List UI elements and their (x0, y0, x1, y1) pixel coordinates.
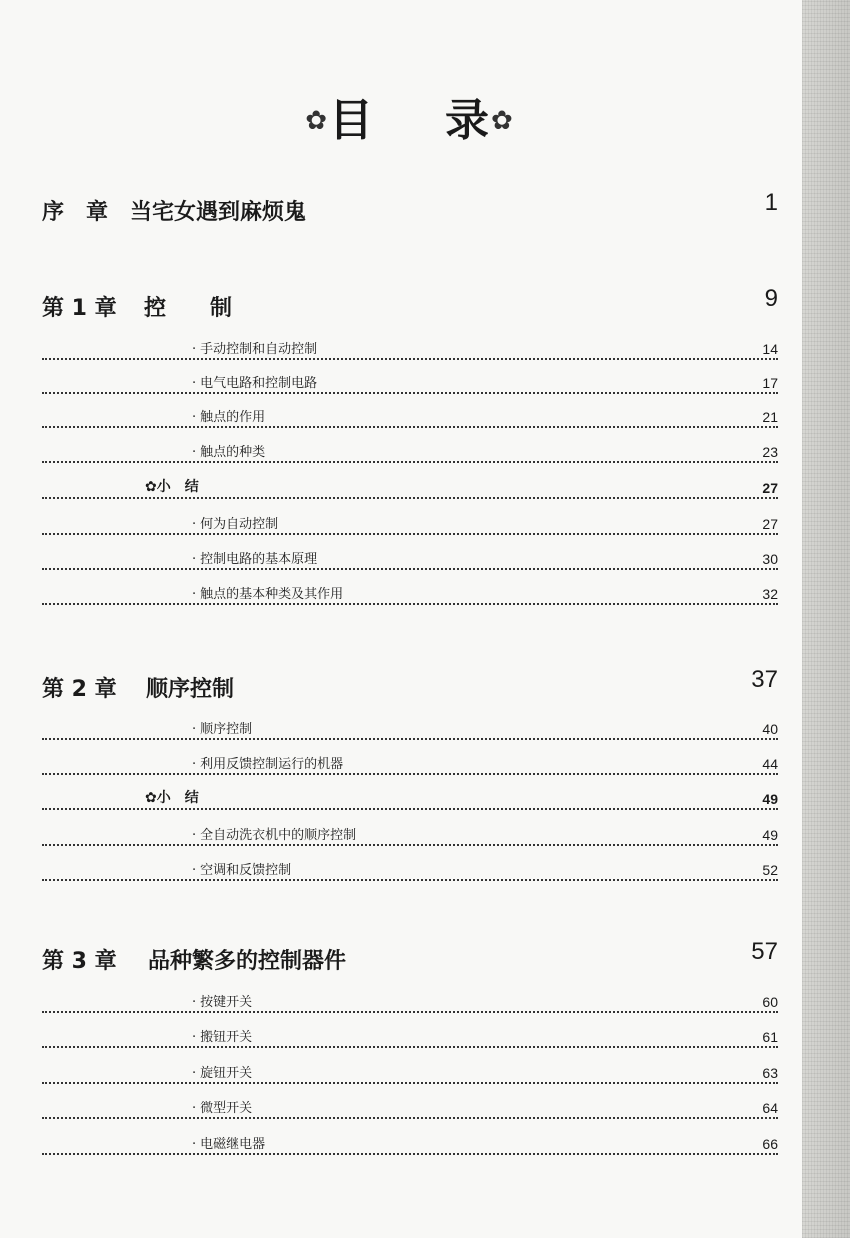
entry-page: 30 (762, 551, 778, 567)
toc-entry[interactable] (42, 818, 778, 846)
entry-page: 49 (762, 791, 778, 807)
title-char-2: 录 (445, 95, 491, 146)
entry-page: 44 (762, 756, 778, 772)
toc-entry[interactable] (42, 712, 778, 740)
chapter-heading-3[interactable] (42, 938, 778, 978)
flower-icon: ✿ (145, 479, 157, 495)
chapter-title: 品种繁多的控制器件 (148, 949, 347, 974)
toc-entry[interactable] (42, 332, 778, 360)
chapter-title: 当宅女遇到麻烦鬼 (130, 200, 307, 225)
entry-page: 64 (762, 1100, 778, 1116)
flower-icon: ✿ (491, 106, 515, 136)
entry-label: · 搬钮开关 (192, 1030, 253, 1045)
toc-title (0, 96, 820, 146)
entry-label: · 利用反馈控制运行的机器 (192, 757, 344, 772)
entry-label: · 按键开关 (192, 995, 253, 1010)
entry-page: 66 (762, 1136, 778, 1152)
entry-page: 63 (762, 1065, 778, 1081)
entry-page: 32 (762, 586, 778, 602)
entry-page: 23 (762, 444, 778, 460)
chapter-heading-1[interactable] (42, 285, 778, 325)
toc-entry[interactable] (42, 577, 778, 605)
entry-label: · 控制电路的基本原理 (192, 552, 318, 567)
flower-icon: ✿ (305, 106, 329, 136)
toc-entry[interactable] (42, 853, 778, 881)
chapter-page: 9 (764, 285, 778, 312)
toc-entry[interactable] (42, 1091, 778, 1119)
entry-page: 49 (762, 827, 778, 843)
entry-page: 21 (762, 409, 778, 425)
chapter-label: 第 2 章 (42, 677, 117, 702)
entry-label: ✿小 结 (145, 790, 199, 806)
chapter-label: 第 1 章 (42, 296, 117, 321)
chapter-page: 57 (751, 938, 778, 965)
entry-label: · 何为自动控制 (192, 517, 279, 532)
toc-entry-summary[interactable] (42, 782, 778, 810)
entry-label: · 手动控制和自动控制 (192, 342, 318, 357)
toc-entry[interactable] (42, 507, 778, 535)
chapter-title: 顺序控制 (146, 677, 235, 702)
chapter-page: 37 (751, 666, 778, 693)
toc-entry[interactable] (42, 542, 778, 570)
entry-page: 17 (762, 375, 778, 391)
entry-label: · 电磁继电器 (192, 1137, 266, 1152)
chapter-label: 序 章 (42, 200, 109, 225)
toc-entry[interactable] (42, 1127, 778, 1155)
flower-icon: ✿ (145, 790, 157, 806)
entry-label: · 微型开关 (192, 1101, 253, 1116)
entry-page: 27 (762, 480, 778, 496)
chapter-heading-2[interactable] (42, 666, 778, 706)
toc-entry[interactable] (42, 366, 778, 394)
entry-page: 14 (762, 341, 778, 357)
toc-entry[interactable] (42, 985, 778, 1013)
entry-label: · 旋钮开关 (192, 1066, 253, 1081)
toc-entry[interactable] (42, 435, 778, 463)
chapter-page: 1 (764, 189, 778, 216)
entry-label: · 触点的作用 (192, 410, 266, 425)
page-edge-texture (802, 0, 850, 1238)
toc-entry[interactable] (42, 1020, 778, 1048)
entry-page: 52 (762, 862, 778, 878)
title-char-1: 目 (329, 95, 375, 146)
entry-label: · 触点的种类 (192, 445, 266, 460)
entry-page: 40 (762, 721, 778, 737)
chapter-label: 第 3 章 (42, 949, 117, 974)
entry-page: 61 (762, 1029, 778, 1045)
entry-page: 60 (762, 994, 778, 1010)
entry-label: · 全自动洗衣机中的顺序控制 (192, 828, 357, 843)
chapter-title: 控 制 (144, 296, 233, 321)
entry-label: · 顺序控制 (192, 722, 253, 737)
toc-entry[interactable] (42, 400, 778, 428)
entry-label: · 触点的基本种类及其作用 (192, 587, 344, 602)
toc-entry[interactable] (42, 1056, 778, 1084)
toc-entry-summary[interactable] (42, 471, 778, 499)
toc-entry[interactable] (42, 747, 778, 775)
entry-label: ✿小 结 (145, 479, 199, 495)
chapter-heading-prologue[interactable] (42, 189, 778, 229)
entry-label: · 空调和反馈控制 (192, 863, 292, 878)
entry-page: 27 (762, 516, 778, 532)
entry-label: · 电气电路和控制电路 (192, 376, 318, 391)
